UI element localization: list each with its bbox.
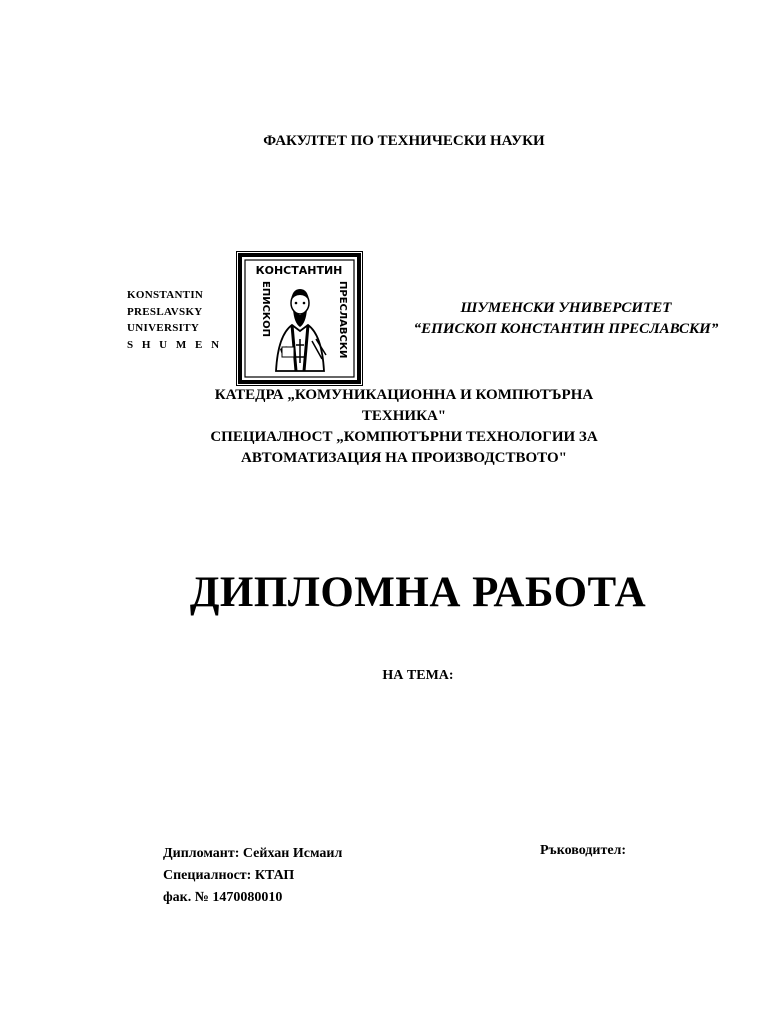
faculty-title: ФАКУЛТЕТ ПО ТЕХНИЧЕСКИ НАУКИ: [263, 133, 545, 149]
student-specialty: Специалност: КТАП: [163, 868, 295, 883]
university-name-bulgarian: [376, 298, 756, 340]
university-en-line-4: S H U M E N: [127, 338, 223, 351]
department-line-2: ТЕХНИКА": [361, 408, 447, 424]
department-line-1: КАТЕДРА „КОМУНИКАЦИОННА И КОМПЮТЪРНА: [214, 387, 594, 403]
thesis-title: ДИПЛОМНА РАБОТА: [189, 569, 647, 616]
supervisor-label: Ръководител:: [540, 843, 627, 858]
specialty-line-1: СПЕЦИАЛНОСТ „КОМПЮТЪРНИ ТЕХНОЛОГИИ ЗА: [210, 429, 598, 445]
logo-left-text: ЕПИСКОП: [260, 281, 271, 337]
university-en-line-1: KONSTANTIN: [127, 289, 204, 301]
department-and-specialty: [0, 385, 768, 469]
student-name: Дипломант: Сейхан Исмаил: [163, 846, 343, 861]
student-info: [163, 843, 342, 909]
university-logo: [236, 251, 363, 386]
university-en-line-3: UNIVERSITY: [127, 322, 200, 334]
logo-top-text: КОНСТАНТИН: [255, 264, 343, 277]
university-bg-line-2: “ЕПИСКОП КОНСТАНТИН ПРЕСЛАВСКИ”: [413, 321, 719, 337]
university-seal-icon: [236, 251, 363, 386]
faculty-number: фак. № 1470080010: [163, 890, 283, 905]
university-en-line-2: PRESLAVSKY: [127, 305, 203, 318]
university-bg-line-1: ШУМЕНСКИ УНИВЕРСИТЕТ: [460, 300, 672, 316]
university-name-english: [127, 287, 222, 353]
specialty-line-2: АВТОМАТИЗАЦИЯ НА ПРОИЗВОДСТВОТО": [241, 450, 567, 466]
topic-label: НА ТЕМА:: [382, 668, 454, 683]
logo-right-text: ПРЕСЛАВСКИ: [337, 281, 348, 359]
